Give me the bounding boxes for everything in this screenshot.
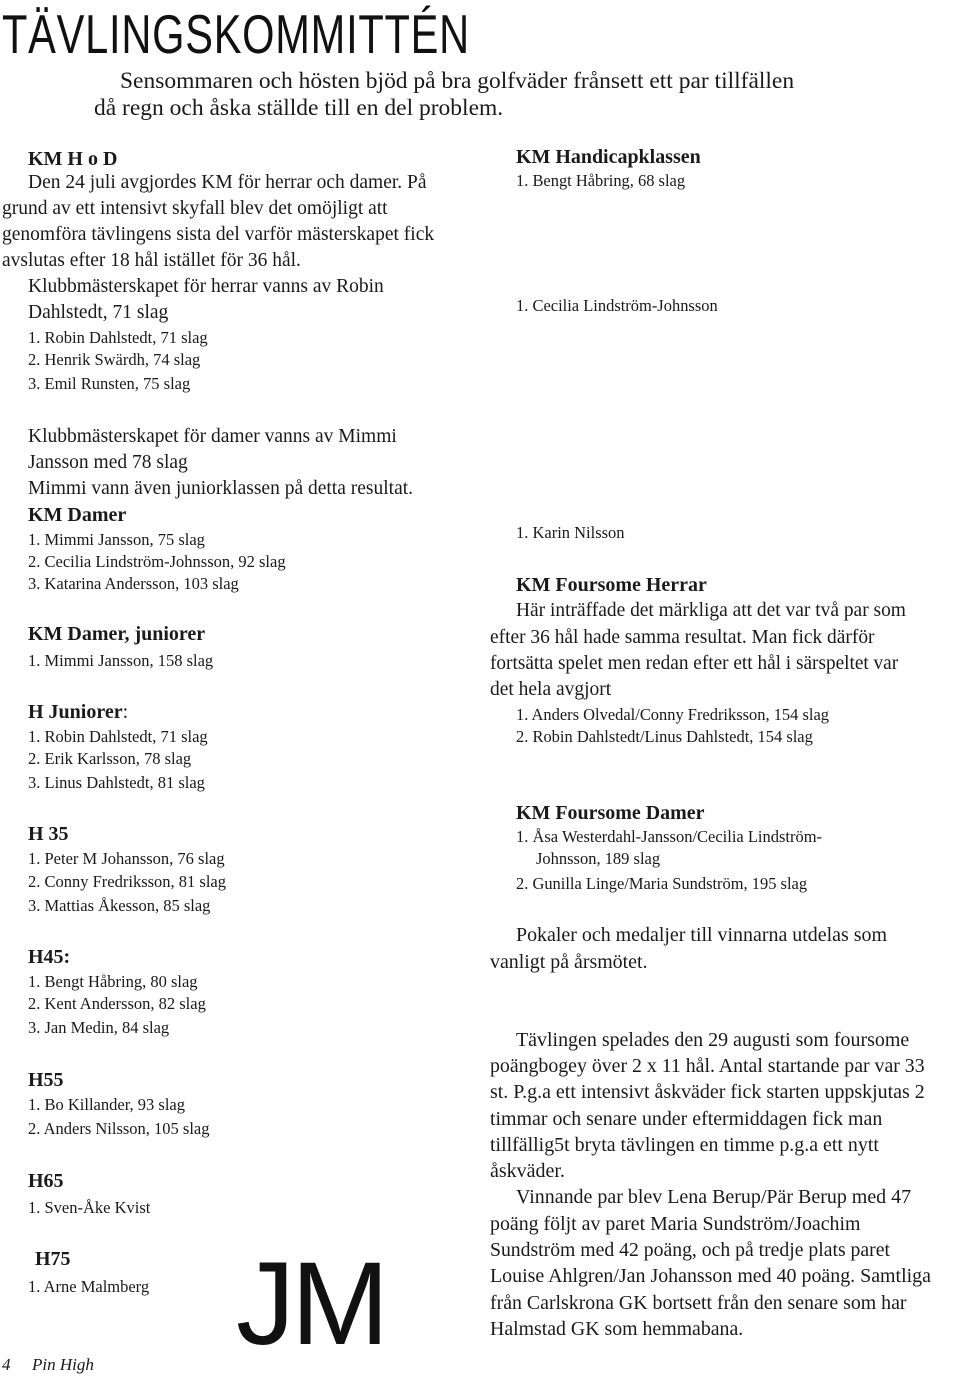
result-item: 1. Mimmi Jansson, 75 slag (28, 530, 205, 549)
foursome-herrar-text-4: det hela avgjort (490, 679, 612, 700)
hogland-text-2: poängbogey över 2 x 11 hål. Antal startande par var 33 (490, 1055, 925, 1077)
km-damer-jun-heading: KM Damer, juniorer (28, 623, 206, 645)
result-item: 1. Karin Nilsson (516, 523, 625, 542)
page-title: TÄVLINGSKOMMITTÉN (2, 3, 470, 65)
km-handicap-heading: KM Handicapklassen (516, 146, 701, 168)
foursome-herrar-text-2: efter 36 hål hade samma resultat. Man fick därför (490, 627, 875, 648)
intro-line-2: då regn och åska ställde till en del problem. (94, 95, 504, 121)
foursome-herrar-heading: KM Foursome Herrar (516, 574, 707, 596)
km-hod-text-2: grund av ett intensivt skyfall blev det omöjligt att (2, 198, 388, 219)
pokaler-text-1: Pokaler och medaljer till vinnarna utdelas som (516, 924, 888, 946)
result-item: 3. Emil Runsten, 75 slag (28, 374, 191, 393)
h-juniorer-colon: : (122, 701, 129, 723)
h75-heading: H75 (35, 1248, 71, 1270)
km-hod-text-3: genomföra tävlingens sista del varför mästerskapet fick (2, 224, 435, 245)
result-item: 3. Jan Medin, 84 slag (28, 1018, 170, 1037)
result-item: 1. Bo Killander, 93 slag (28, 1095, 185, 1114)
result-item: 2. Henrik Swärdh, 74 slag (28, 350, 201, 369)
result-item: 3. Linus Dahlstedt, 81 slag (28, 773, 205, 792)
result-item: 1. Anders Olvedal/Conny Fredriksson, 154 slag (516, 705, 829, 724)
hogland-text-4: timmar och senare under eftermiddagen fick man (490, 1108, 883, 1130)
h-juniorer-label: H Juniorer (28, 701, 123, 723)
hogland-text-8: poäng följt av paret Maria Sundström/Joachim (490, 1213, 861, 1235)
hogland-text-11: från Carlskrona GK bortsett från den senare som har (490, 1292, 907, 1314)
hogland-text-12: Halmstad GK som hemmabana. (490, 1318, 744, 1340)
hogland-text-1: Tävlingen spelades den 29 augusti som foursome (516, 1029, 910, 1051)
result-item: Johnsson, 189 slag (536, 849, 661, 868)
hogland-text-7: Vinnande par blev Lena Berup/Pär Berup med 47 (516, 1186, 912, 1208)
result-item: 2. Erik Karlsson, 78 slag (28, 749, 192, 768)
intro-line-1: Sensommaren och hösten bjöd på bra golfväder frånsett ett par tillfällen (120, 68, 795, 94)
result-item: 1. Cecilia Lindström-Johnsson (516, 296, 718, 315)
km-hod-heading: KM H o D (28, 148, 118, 170)
pokaler-text-2: vanligt på årsmötet. (490, 951, 648, 973)
km-hod-text-5: Klubbmästerskapet för herrar vanns av Robin (28, 276, 384, 297)
result-item: 1. Bengt Håbring, 68 slag (516, 171, 686, 190)
h45-heading: H45: (28, 946, 71, 968)
result-item: 2. Conny Fredriksson, 81 slag (28, 872, 226, 891)
foursome-herrar-text-3: fortsätta spelet men redan efter ett hål i särspeltet var (490, 653, 899, 674)
h-juniorer-heading (28, 700, 128, 724)
result-item: 2. Robin Dahlstedt/Linus Dahlstedt, 154 slag (516, 727, 813, 746)
result-item: 2. Kent Andersson, 82 slag (28, 994, 206, 1013)
result-item: 2. Cecilia Lindström-Johnsson, 92 slag (28, 552, 286, 571)
foursome-herrar-text-1: Här inträffade det märkliga att det var två par som (516, 600, 906, 621)
h65-heading: H65 (28, 1170, 64, 1192)
km-hod-text-1: Den 24 juli avgjordes KM för herrar och damer. På (28, 172, 427, 193)
result-item: 1. Åsa Westerdahl-Jansson/Cecilia Lindström- (516, 827, 823, 846)
result-item: 1. Bengt Håbring, 80 slag (28, 972, 198, 991)
result-item: 1. Arne Malmberg (28, 1277, 150, 1296)
result-item: 1. Peter M Johansson, 76 slag (28, 849, 225, 868)
hogland-text-6: åskväder. (490, 1160, 565, 1182)
damer-text-3: Mimmi vann även juniorklassen på detta resultat. (28, 478, 414, 499)
foursome-damer-heading: KM Foursome Damer (516, 802, 705, 824)
damer-text-1: Klubbmästerskapet för damer vanns av Mimmi (28, 426, 397, 447)
jm-logo: JM (236, 1238, 386, 1370)
result-item: 2. Anders Nilsson, 105 slag (28, 1119, 210, 1138)
result-item: 2. Gunilla Linge/Maria Sundström, 195 slag (516, 874, 808, 893)
result-item: 1. Robin Dahlstedt, 71 slag (28, 328, 208, 347)
result-item: 1. Robin Dahlstedt, 71 slag (28, 727, 208, 746)
hogland-text-9: Sundström med 42 poäng, och på tredje plats paret (490, 1239, 890, 1261)
hogland-text-5: tillfällig5t bryta tävlingen en timme p.g.a ett nytt (490, 1134, 879, 1156)
damer-text-2: Jansson med 78 slag (28, 452, 188, 473)
km-damer-heading: KM Damer (28, 504, 127, 526)
result-item: 3. Mattias Åkesson, 85 slag (28, 896, 211, 915)
h55-heading: H55 (28, 1069, 64, 1091)
result-item: 1. Mimmi Jansson, 158 slag (28, 651, 214, 670)
h35-heading: H 35 (28, 823, 69, 845)
km-hod-text-6: Dahlstedt, 71 slag (28, 302, 169, 323)
magazine-name: Pin High (32, 1355, 94, 1374)
result-item: 1. Sven-Åke Kvist (28, 1198, 151, 1217)
hogland-text-3: st. P.g.a ett intensivt åskväder fick starten uppskjutas 2 (490, 1081, 925, 1103)
hogland-text-10: Louise Ahlgren/Jan Johansson med 40 poäng. Samtliga (490, 1265, 931, 1287)
km-hod-text-4: avslutas efter 18 hål istället för 36 hål. (2, 250, 301, 271)
page-number: 4 (2, 1355, 11, 1374)
result-item: 3. Katarina Andersson, 103 slag (28, 574, 239, 593)
